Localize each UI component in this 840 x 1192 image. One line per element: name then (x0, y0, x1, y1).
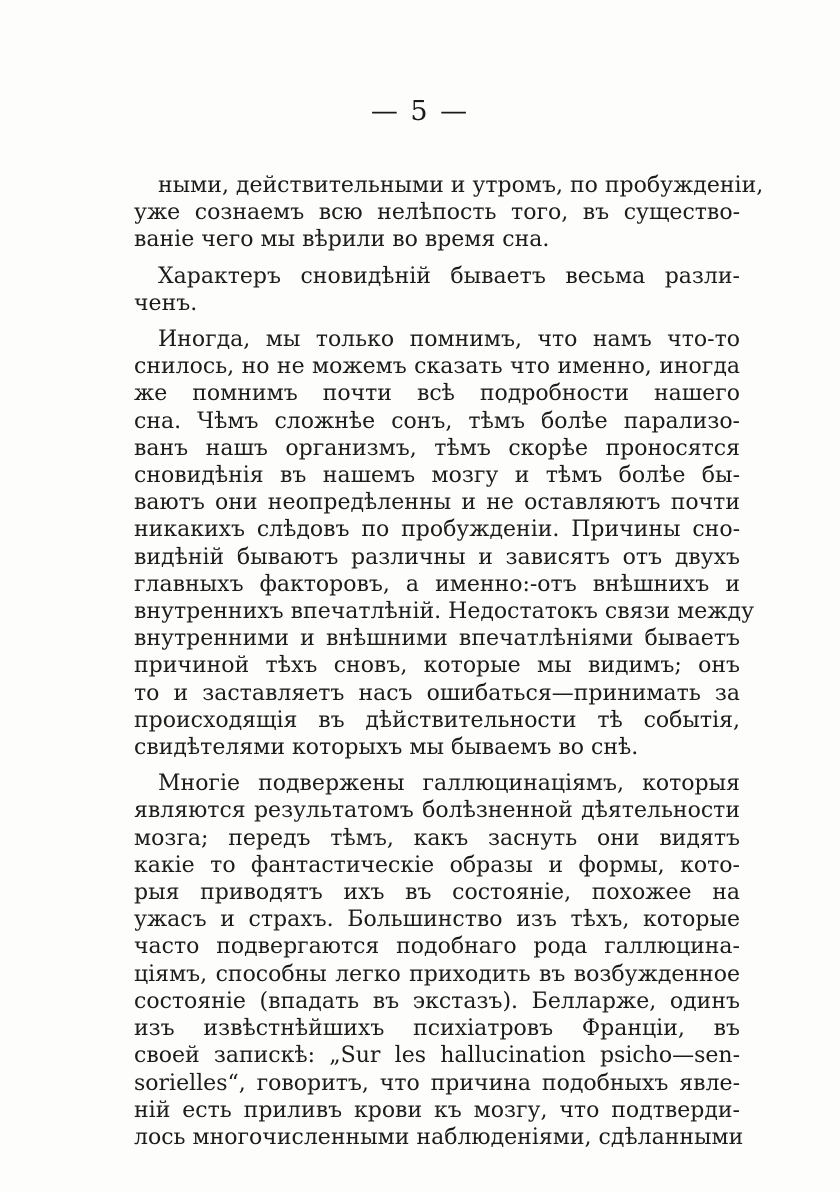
text-line: ваніе чего мы вѣрили во время сна. (134, 227, 550, 253)
text-line: ваютъ они неопредѣленны и не оставляютъ почти (134, 490, 740, 516)
text-line: изъ извѣстнѣйшихъ псиxiатровъ Франціи, въ (134, 1016, 740, 1042)
text-line: ній есть приливъ крови къ мозгу, что подтверди- (134, 1097, 740, 1123)
text-line: часто подвергаются подобнаго рода галлюцина- (134, 934, 740, 960)
text-line: сна. Чѣмъ сложнѣе сонъ, тѣмъ болѣе парализо- (134, 408, 740, 434)
text-line: состояніе (впадать въ экстазъ). Белларже, одинъ (134, 988, 740, 1014)
paragraph (134, 770, 744, 1151)
text-line: ными, действительными и утромъ, по пробужденіи, (158, 173, 764, 198)
text-line: снилось, но не можемъ сказать что именно, иногда (134, 354, 740, 380)
text-line: никакихъ слѣдовъ по пробужденіи. Причины сно- (134, 517, 740, 543)
text-line: своей запискѣ: „Sur les hallucination psicho—sen- (134, 1043, 740, 1069)
text-line: являются результатомъ болѣзненной дѣятельности (134, 798, 740, 824)
text-line: ціямъ, способны легко приходить въ возбужденное (134, 961, 740, 987)
text-line: лось многочисленными наблюденіями, сдѣланными (134, 1124, 744, 1150)
text-line: внутренними и внѣшними впечатлѣніями бываетъ (134, 626, 740, 652)
text-line: причиной тѣхъ сновъ, которые мы видимъ; онъ (134, 653, 740, 679)
text-line: мозга; передъ тѣмъ, какъ заснуть они видятъ (134, 825, 740, 851)
page-number: — 5 — (370, 96, 470, 127)
text-line: главныхъ факторовъ, а именно:-отъ внѣшнихъ и (134, 571, 740, 597)
text-line: уже сознаемъ всю нелѣпость того, въ существо- (134, 200, 740, 226)
text-line: сновидѣнія въ нашемъ мозгу и тѣмъ болѣе бы- (134, 463, 740, 489)
text-line: Иногда, мы только помнимъ, что намъ что-то (158, 327, 740, 353)
text-line: рыя приводятъ ихъ въ состояніе, похожее на (134, 880, 740, 906)
text-line: то и заставляетъ насъ ошибаться—принимать за (134, 680, 740, 706)
text-line: видѣній бываютъ различны и зависятъ отъ двухъ (134, 544, 740, 570)
text-line: Многіе подвержены галлюцинаціямъ, которыя (158, 771, 740, 797)
text-line: Характеръ сновидѣній бываетъ весьма разли- (158, 263, 740, 289)
text-line: ужасъ и страхъ. Большинство изъ тѣхъ, которые (134, 907, 740, 933)
paragraph (134, 326, 755, 761)
text-line: свидѣтелями которыхъ мы бываемъ во снѣ. (134, 735, 639, 761)
paragraph (134, 263, 740, 317)
body-text (134, 172, 764, 1151)
paragraph (134, 172, 764, 254)
text-line: ванъ нашъ организмъ, тѣмъ скорѣе проносятся (134, 435, 740, 461)
text-line: sorielles“, говоритъ, что причина подобныхъ явле- (134, 1070, 740, 1096)
text-line: какіе то фантастическіе образы и формы, кото- (134, 852, 740, 878)
text-line: ченъ. (134, 290, 198, 316)
text-line: происходящія въ дѣйствительности тѣ событія, (134, 707, 740, 733)
text-line: внутреннихъ впечатлѣній. Недостатокъ связи между (134, 599, 755, 625)
text-line: же помнимъ почти всѣ подробности нашего (134, 381, 740, 407)
